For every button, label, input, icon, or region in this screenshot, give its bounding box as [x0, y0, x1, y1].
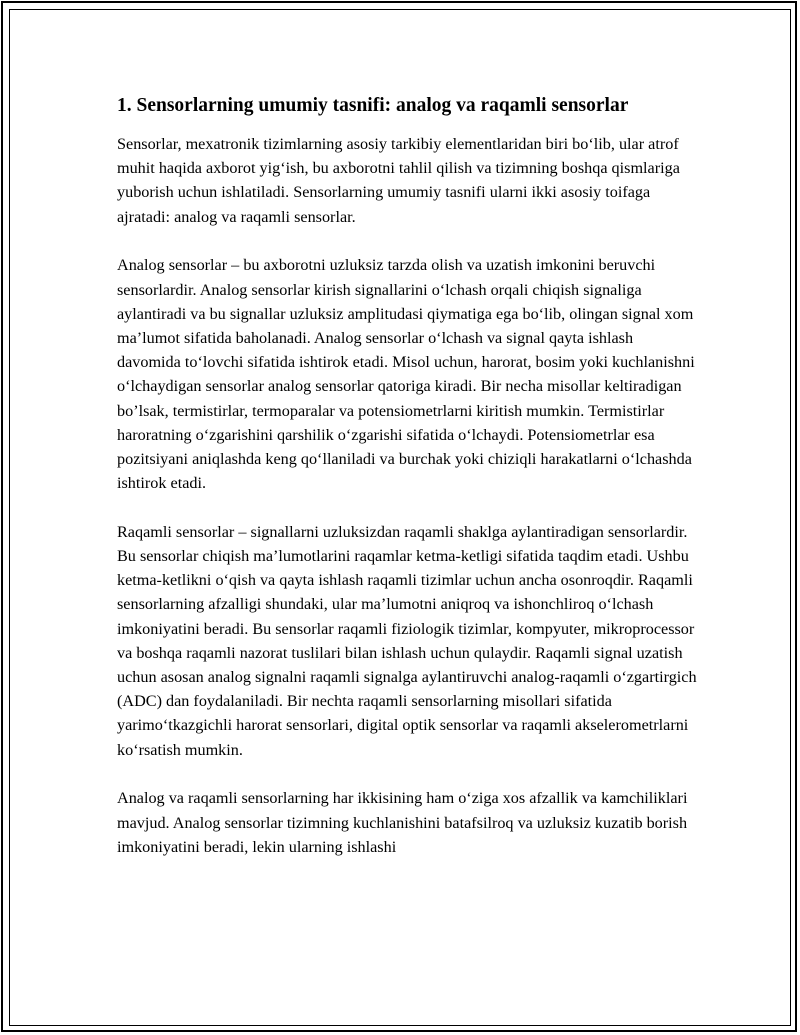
paragraph-comparison: Analog va raqamli sensorlarning har ikkisining ham oʻziga xos afzallik va kamchiliklari mavjud. Analog sensorlar tizimning kuchlanishini batafsilroq va uzluksiz kuzatib borish imkoniyatini beradi, lekin ularning ishlashi [117, 789, 688, 856]
section-heading: 1. Sensorlarning umumiy tasnifi: analog va raqamli sensorlar [117, 95, 629, 116]
paragraph-intro: Sensorlar, mexatronik tizimlarning asosiy tarkibiy elementlaridan biri boʻlib, ular atrof muhit haqida axborot yigʻish, bu axborotni tahlil qilish va tizimning boshqa qismlariga yuborish uchun ishlatiladi. Sensorlarning umumiy tasnifi ularni ikki asosiy toifaga ajratadi: analog va raqamli sensorlar. [117, 135, 680, 226]
document-body [117, 92, 697, 883]
paragraph-digital-sensors: Raqamli sensorlar – signallarni uzluksizdan raqamli shaklga aylantiradigan sensorlardir. Bu sensorlar chiqish maʼlumotlarini raqamlar ketma-ketligi sifatida taqdim etadi. Ushbu ketma-ketlikni oʻqish va qayta ishlash raqamli tizimlar uchun ancha osonroqdir. Raqamli sensorlarning afzalligi shundaki, ular maʼlumotni aniqroq va ishonchliroq oʻlchash imkoniyatini beradi. Bu sensorlar raqamli fiziologik tizimlar, kompyuter, mikroprocessor va boshqa raqamli nazorat tuslilari bilan ishlash uchun qulaydir. Raqamli signal uzatish uchun asosan analog signalni raqamli signalga aylantiruvchi analog-raqamli oʻzgartirgich (ADC) dan foydalaniladi. Bir nechta raqamli sensorlarning misollari sifatida yarimoʻtkazgichli harorat sensorlari, digital optik sensorlar va raqamli akselerometrlarni koʻrsatish mumkin. [117, 522, 697, 759]
paragraph-analog-sensors: Analog sensorlar – bu axborotni uzluksiz tarzda olish va uzatish imkonini beruvchi sensorlardir. Analog sensorlar kirish signallarini oʻlchash orqali chiqish signaliga aylantiradi va bu signallar uzluksiz amplitudasi qiymatiga ega boʻlib, olingan signal xom maʼlumot sifatida baholanadi. Analog sensorlar oʻlchash va signal qayta ishlash davomida toʻlovchi sifatida ishtirok etadi. Misol uchun, harorat, bosim yoki kuchlanishni oʻlchaydigan sensorlar analog sensorlar qatoriga kiradi. Bir necha misollar keltiradigan boʼlsak, termistirlar, termoparalar va potensiometrlarni kiritish mumkin. Termistirlar haroratning oʻzgarishini qarshilik oʻzgarishi sifatida oʻlchaydi. Potensiometrlar esa pozitsiyani aniqlashda keng qoʻllaniladi va burchak yoki chiziqli harakatlarni oʻlchashda ishtirok etadi. [117, 256, 695, 493]
